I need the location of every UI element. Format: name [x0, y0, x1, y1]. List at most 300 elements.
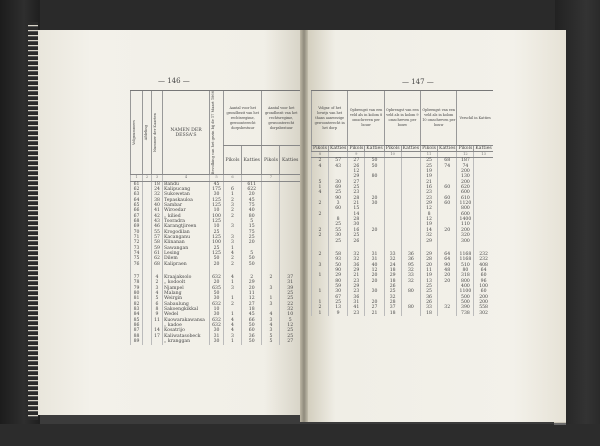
table-cell: [438, 311, 457, 316]
table-cell: 10: [210, 224, 224, 229]
table-cell: 22: [280, 302, 300, 307]
table-cell: 1: [224, 246, 242, 251]
table-cell: 36: [421, 295, 438, 300]
table-cell: 42: [152, 214, 163, 219]
table-cell: 125: [210, 203, 224, 208]
table-cell: 93: [328, 257, 347, 262]
table-cell: 75: [131, 256, 143, 261]
table-cell: 15: [241, 224, 262, 229]
dessa-name-cell: Sambar: [163, 203, 210, 208]
table-cell: 10: [280, 312, 300, 317]
column-index-cell: 4: [163, 175, 210, 181]
table-cell: 800: [457, 279, 474, 284]
dessa-name-cell: Kuowarakawansa: [163, 318, 210, 323]
table-cell: 3: [224, 240, 242, 245]
table-cell: 4: [312, 190, 329, 195]
table-cell: 5: [262, 339, 280, 344]
table-cell: 1168: [457, 257, 474, 262]
subheader-pikols: Pikols: [458, 146, 473, 151]
table-cell: 4: [224, 328, 242, 333]
table-cell: 620: [457, 185, 474, 190]
table-cell: 33: [421, 305, 438, 310]
table-cell: 40: [365, 263, 384, 268]
table-cell: 82: [131, 302, 143, 307]
table-cell: [143, 267, 152, 275]
column-index-cell: 13: [474, 152, 493, 158]
table-cell: 9: [328, 311, 347, 316]
table-cell: [280, 267, 300, 275]
table-cell: 6: [224, 187, 242, 192]
table-cell: 2: [224, 208, 242, 213]
table-cell: 36: [401, 252, 420, 257]
table-cell: 2: [224, 198, 242, 203]
subheader-katties: Katties: [280, 146, 300, 175]
table-cell: 110: [457, 222, 474, 227]
table-cell: 12: [421, 217, 438, 222]
dessa-name-cell: Sabaulung: [163, 302, 210, 307]
table-cell: 2: [224, 262, 242, 267]
table-cell: [143, 339, 152, 344]
table-cell: 1: [224, 280, 242, 285]
table-cell: 37: [280, 275, 300, 280]
column-index-cell: 10: [384, 152, 401, 158]
column-index-cell: 8: [312, 152, 329, 158]
table-cell: 8: [152, 307, 163, 312]
header-c4: Opbrengst van een veld als in kolom 10 omschreven per bouw: [421, 91, 457, 146]
table-cell: 20: [365, 228, 384, 233]
table-cell: 130: [457, 174, 474, 179]
table-cell: 1: [312, 185, 329, 190]
header-c3: Opbrengst van een veld als in kolom 9 omschreven per bouw: [384, 91, 420, 146]
table-cell: 86: [131, 323, 143, 328]
subheader-katties: Katties: [439, 146, 456, 151]
table-cell: [365, 244, 384, 252]
table-cell: 10: [210, 307, 224, 312]
table-cell: 13: [421, 279, 438, 284]
table-cell: 4: [152, 275, 163, 280]
dessa-name-cell: Malang: [163, 291, 210, 296]
table-cell: 62: [152, 256, 163, 261]
table-cell: 25: [384, 289, 401, 294]
table-cell: 90: [328, 196, 347, 201]
table-cell: 68: [438, 158, 457, 164]
table-cell: 66: [241, 318, 262, 323]
header-bevolking: Bevolking van het gezin bij de 17 Maart 1866: [211, 91, 215, 175]
column-index-cell: 3: [152, 175, 163, 181]
table-cell: 1: [312, 289, 329, 294]
table-cell: 27: [280, 339, 300, 344]
table-cell: 4: [262, 312, 280, 317]
table-cell: 20: [210, 280, 224, 285]
table-cell: 1400: [457, 217, 474, 222]
table-cell: 76: [131, 262, 143, 267]
table-cell: 18: [384, 311, 401, 316]
table-cell: 3: [224, 286, 242, 291]
table-cell: 2: [312, 233, 329, 238]
table-cell: 2: [312, 212, 329, 217]
table-cell: 25: [280, 296, 300, 301]
table-cell: 200: [474, 300, 493, 305]
table-cell: 57: [328, 158, 347, 164]
table-cell: 200: [457, 228, 474, 233]
table-cell: 390: [457, 305, 474, 310]
dessa-name-cell: „ kadoe: [163, 323, 210, 328]
table-cell: 632: [210, 323, 224, 328]
table-cell: 4: [262, 323, 280, 328]
table-cell: 25: [421, 158, 438, 164]
table-cell: 30: [328, 289, 347, 294]
table-cell: 10: [210, 208, 224, 213]
table-cell: 125: [210, 235, 224, 240]
table-cell: 3: [262, 328, 280, 333]
table-cell: 25: [421, 289, 438, 294]
table-cell: 29: [384, 273, 401, 278]
table-cell: [241, 267, 262, 275]
column-index-cell: 2: [143, 175, 152, 181]
table-cell: 18: [152, 181, 163, 187]
column-index-cell: 9: [348, 152, 365, 158]
table-cell: 2: [241, 275, 262, 280]
table-cell: 8: [328, 217, 347, 222]
table-cell: 45: [241, 198, 262, 203]
table-cell: 72: [131, 240, 143, 245]
table-cell: 67: [131, 214, 143, 219]
dessa-name-cell: Weirgin: [163, 296, 210, 301]
table-cell: 50: [210, 291, 224, 296]
table-cell: 74: [457, 164, 474, 169]
table-cell: 2: [312, 305, 329, 310]
table-cell: 31: [365, 257, 384, 262]
table-cell: 60: [474, 289, 493, 294]
column-index-cell: 1: [131, 175, 143, 181]
table-cell: 80: [365, 174, 384, 179]
table-cell: 83: [131, 307, 143, 312]
dessa-name-cell: Karangtjireen: [163, 224, 210, 229]
subheader-katties: Katties: [241, 146, 262, 175]
table-cell: 2: [224, 256, 242, 261]
table-cell: 23: [348, 289, 365, 294]
table-cell: 80: [241, 214, 262, 219]
table-cell: 21: [348, 273, 365, 278]
table-cell: [312, 244, 329, 252]
table-cell: 19: [421, 273, 438, 278]
dessa-name-cell: [163, 267, 210, 275]
table-cell: [131, 267, 143, 275]
table-cell: 19: [421, 222, 438, 227]
dessa-name-cell: „ kranggan: [163, 339, 210, 344]
table-cell: 80: [401, 305, 420, 310]
subheader-pikols: Pikols: [262, 146, 280, 175]
table-cell: 600: [457, 190, 474, 195]
table-cell: 40: [241, 208, 262, 213]
header-c2: Opbrengst van een veld als in kolom 8 omschreven per bouw: [348, 91, 384, 146]
table-cell: 89: [131, 339, 143, 344]
table-cell: 3: [328, 201, 347, 206]
table-cell: 20: [421, 263, 438, 268]
table-cell: 500: [457, 295, 474, 300]
dessa-name-cell: Tepaskauloa: [163, 198, 210, 203]
table-cell: 635: [210, 286, 224, 291]
table-cell: 30: [348, 222, 365, 227]
table-cell: 30: [328, 180, 347, 185]
dessa-name-cell: Klinanan: [163, 240, 210, 245]
table-cell: 96: [474, 279, 493, 284]
table-cell: 60: [438, 185, 457, 190]
table-cell: 32: [421, 233, 438, 238]
book-cover-left-edge: [28, 22, 38, 420]
table-cell: 45: [210, 181, 224, 187]
table-cell: 64: [438, 257, 457, 262]
table-cell: 50: [365, 158, 384, 164]
table-cell: 6: [152, 302, 163, 307]
table-cell: 61: [152, 251, 163, 256]
table-cell: 66: [131, 208, 143, 213]
table-cell: 59: [152, 246, 163, 251]
table-cell: 100: [210, 214, 224, 219]
table-cell: 38: [152, 198, 163, 203]
table-cell: 26: [348, 164, 365, 169]
table-cell: 25: [328, 239, 347, 244]
right-data-table: [311, 90, 493, 316]
table-cell: 1100: [457, 289, 474, 294]
table-cell: 13: [328, 305, 347, 310]
table-cell: 31: [348, 300, 365, 305]
subheader-pikols: Pikols: [349, 146, 364, 151]
table-cell: [401, 244, 420, 252]
table-cell: 68: [152, 262, 163, 267]
table-cell: 27: [241, 302, 262, 307]
table-cell: 61: [131, 181, 143, 187]
table-cell: 29: [421, 252, 438, 257]
table-cell: 60: [241, 328, 262, 333]
table-cell: 12: [348, 169, 365, 174]
table-cell: 4: [312, 164, 329, 169]
table-cell: 28: [384, 300, 401, 305]
table-cell: 31: [210, 334, 224, 339]
table-cell: 20: [241, 286, 262, 291]
table-cell: 32: [438, 305, 457, 310]
table-cell: 600: [457, 212, 474, 217]
table-cell: 1: [224, 312, 242, 317]
table-cell: 1168: [457, 252, 474, 257]
table-cell: 30: [365, 289, 384, 294]
table-cell: 32: [401, 268, 420, 273]
table-cell: 74: [438, 164, 457, 169]
table-cell: 55: [328, 228, 347, 233]
table-cell: 20: [365, 279, 384, 284]
table-cell: 200: [457, 180, 474, 185]
table-cell: 37: [384, 305, 401, 310]
table-cell: 20: [241, 192, 262, 197]
table-cell: [384, 244, 401, 252]
table-cell: 50: [365, 164, 384, 169]
column-index-cell: 5: [210, 175, 224, 181]
table-cell: 3: [152, 286, 163, 291]
table-cell: 125: [210, 198, 224, 203]
table-cell: 738: [457, 311, 474, 316]
table-cell: 16: [348, 228, 365, 233]
table-cell: 62: [131, 187, 143, 192]
table-cell: 400: [457, 284, 474, 289]
table-cell: [438, 244, 457, 252]
table-cell: 3: [262, 318, 280, 323]
table-cell: [224, 267, 242, 275]
table-cell: 14: [152, 328, 163, 333]
table-cell: 33: [384, 252, 401, 257]
table-cell: 46: [152, 224, 163, 229]
table-cell: 50: [241, 323, 262, 328]
table-cell: 2: [312, 201, 329, 206]
column-index-cell: 7: [262, 175, 280, 181]
table-cell: 25: [241, 235, 262, 240]
dessa-name-cell: Tooradra: [163, 219, 210, 224]
table-cell: 16: [421, 185, 438, 190]
table-cell: 80: [401, 289, 420, 294]
dessa-name-cell: Wiroedar: [163, 208, 210, 213]
table-cell: 48: [438, 268, 457, 273]
table-cell: [348, 244, 365, 252]
table-cell: 12: [421, 206, 438, 211]
table-cell: 32: [348, 252, 365, 257]
table-cell: 25: [280, 334, 300, 339]
table-cell: 69: [328, 185, 347, 190]
table-cell: 30: [210, 296, 224, 301]
table-cell: 32: [280, 307, 300, 312]
table-cell: 50: [241, 339, 262, 344]
table-cell: 23: [348, 190, 365, 195]
table-cell: 58: [328, 252, 347, 257]
table-row: [131, 339, 301, 344]
left-data-table: [130, 90, 300, 345]
table-cell: 39: [280, 286, 300, 291]
table-cell: 63: [131, 192, 143, 197]
table-cell: 5: [241, 219, 262, 224]
table-cell: 2: [224, 214, 242, 219]
table-cell: 11: [152, 318, 163, 323]
table-cell: 632: [210, 275, 224, 280]
table-cell: 36: [241, 334, 262, 339]
table-cell: 622: [241, 187, 262, 192]
subheader-pikols: Pikols: [422, 146, 437, 151]
table-cell: 558: [474, 305, 493, 310]
table-cell: 29: [421, 239, 438, 244]
header-kaarten: Nummer der Kaarten: [153, 113, 157, 153]
table-cell: 31: [280, 280, 300, 285]
header-c5: Verschil in Katties: [457, 91, 493, 146]
table-cell: 320: [457, 233, 474, 238]
header-volgnummers: Volgnummers: [132, 120, 136, 146]
table-cell: 64: [438, 252, 457, 257]
header-col7: Aantal voor het grondbezit van het rechtsregime, gewoonterecht dorpsbestuur: [262, 91, 300, 146]
table-cell: 36: [348, 295, 365, 300]
table-cell: 2: [312, 158, 329, 164]
table-cell: 32: [348, 257, 365, 262]
table-cell: 18: [384, 268, 401, 273]
table-cell: 43: [152, 219, 163, 224]
dessa-name-cell: Wedel: [163, 312, 210, 317]
dessa-name-cell: Kalipucang: [163, 187, 210, 192]
table-cell: [210, 267, 224, 275]
table-cell: 30: [210, 192, 224, 197]
table-cell: [328, 244, 347, 252]
table-cell: [262, 267, 280, 275]
table-cell: 23: [348, 311, 365, 316]
background-top: [0, 0, 600, 30]
dessa-name-cell: Bandu: [163, 181, 210, 187]
table-cell: 1: [312, 273, 329, 278]
table-cell: 27: [365, 305, 384, 310]
table-cell: [474, 244, 493, 252]
table-cell: 19: [421, 174, 438, 179]
table-cell: 33: [401, 273, 420, 278]
table-cell: 318: [457, 273, 474, 278]
table-cell: 23: [348, 279, 365, 284]
table-cell: 2: [312, 228, 329, 233]
table-cell: 3: [224, 203, 242, 208]
table-cell: 15: [348, 206, 365, 211]
table-cell: 3: [224, 224, 242, 229]
table-cell: 78: [131, 280, 143, 285]
table-cell: 20: [365, 196, 384, 201]
table-cell: 632: [210, 318, 224, 323]
table-cell: 40: [152, 203, 163, 208]
table-cell: [152, 339, 163, 344]
table-cell: 187: [457, 158, 474, 164]
table-cell: 510: [457, 263, 474, 268]
table-cell: 408: [474, 263, 493, 268]
header-c1: Volgnr. of het bewijs van het thans aanwezige gewoonterecht in het dorp: [312, 91, 348, 146]
table-cell: 3: [224, 235, 242, 240]
table-cell: 27: [348, 180, 365, 185]
table-cell: 25: [328, 222, 347, 227]
header-namen-dessas: NAMEN DER DESSA'S: [163, 91, 210, 175]
table-cell: 3: [262, 286, 280, 291]
table-cell: 73: [131, 246, 143, 251]
table-cell: 100: [210, 240, 224, 245]
table-cell: 1: [312, 311, 329, 316]
table-cell: 50: [328, 263, 347, 268]
table-cell: 14: [348, 212, 365, 217]
table-cell: 28: [348, 196, 365, 201]
left-page-number: — 146 —: [158, 77, 190, 85]
table-cell: 29: [421, 201, 438, 206]
table-cell: 32: [384, 295, 401, 300]
dessa-name-cell: Dilem: [163, 256, 210, 261]
table-cell: 32: [384, 257, 401, 262]
table-cell: 20: [365, 273, 384, 278]
header-col6: Aantal voor het grondbezit van het rechtsregime, gewoonterecht dorpsbestuur: [224, 91, 262, 146]
table-cell: 175: [210, 187, 224, 192]
table-cell: 80: [328, 279, 347, 284]
dessa-name-cell: Kraajaksolo: [163, 275, 210, 280]
table-cell: 20: [438, 279, 457, 284]
column-index-cell: 11: [421, 152, 438, 158]
table-cell: 29: [348, 284, 365, 289]
table-cell: 12: [365, 268, 384, 273]
dessa-name-cell: Lesing: [163, 251, 210, 256]
table-cell: 18: [384, 279, 401, 284]
table-cell: 23: [421, 190, 438, 195]
table-cell: 5: [280, 318, 300, 323]
table-cell: 200: [474, 295, 493, 300]
table-cell: 5: [312, 180, 329, 185]
table-cell: 25: [348, 185, 365, 190]
table-cell: 60: [474, 273, 493, 278]
table-cell: 79: [131, 286, 143, 291]
table-cell: 21: [348, 201, 365, 206]
dessa-name-cell: Sawangan: [163, 246, 210, 251]
table-cell: 5: [152, 296, 163, 301]
